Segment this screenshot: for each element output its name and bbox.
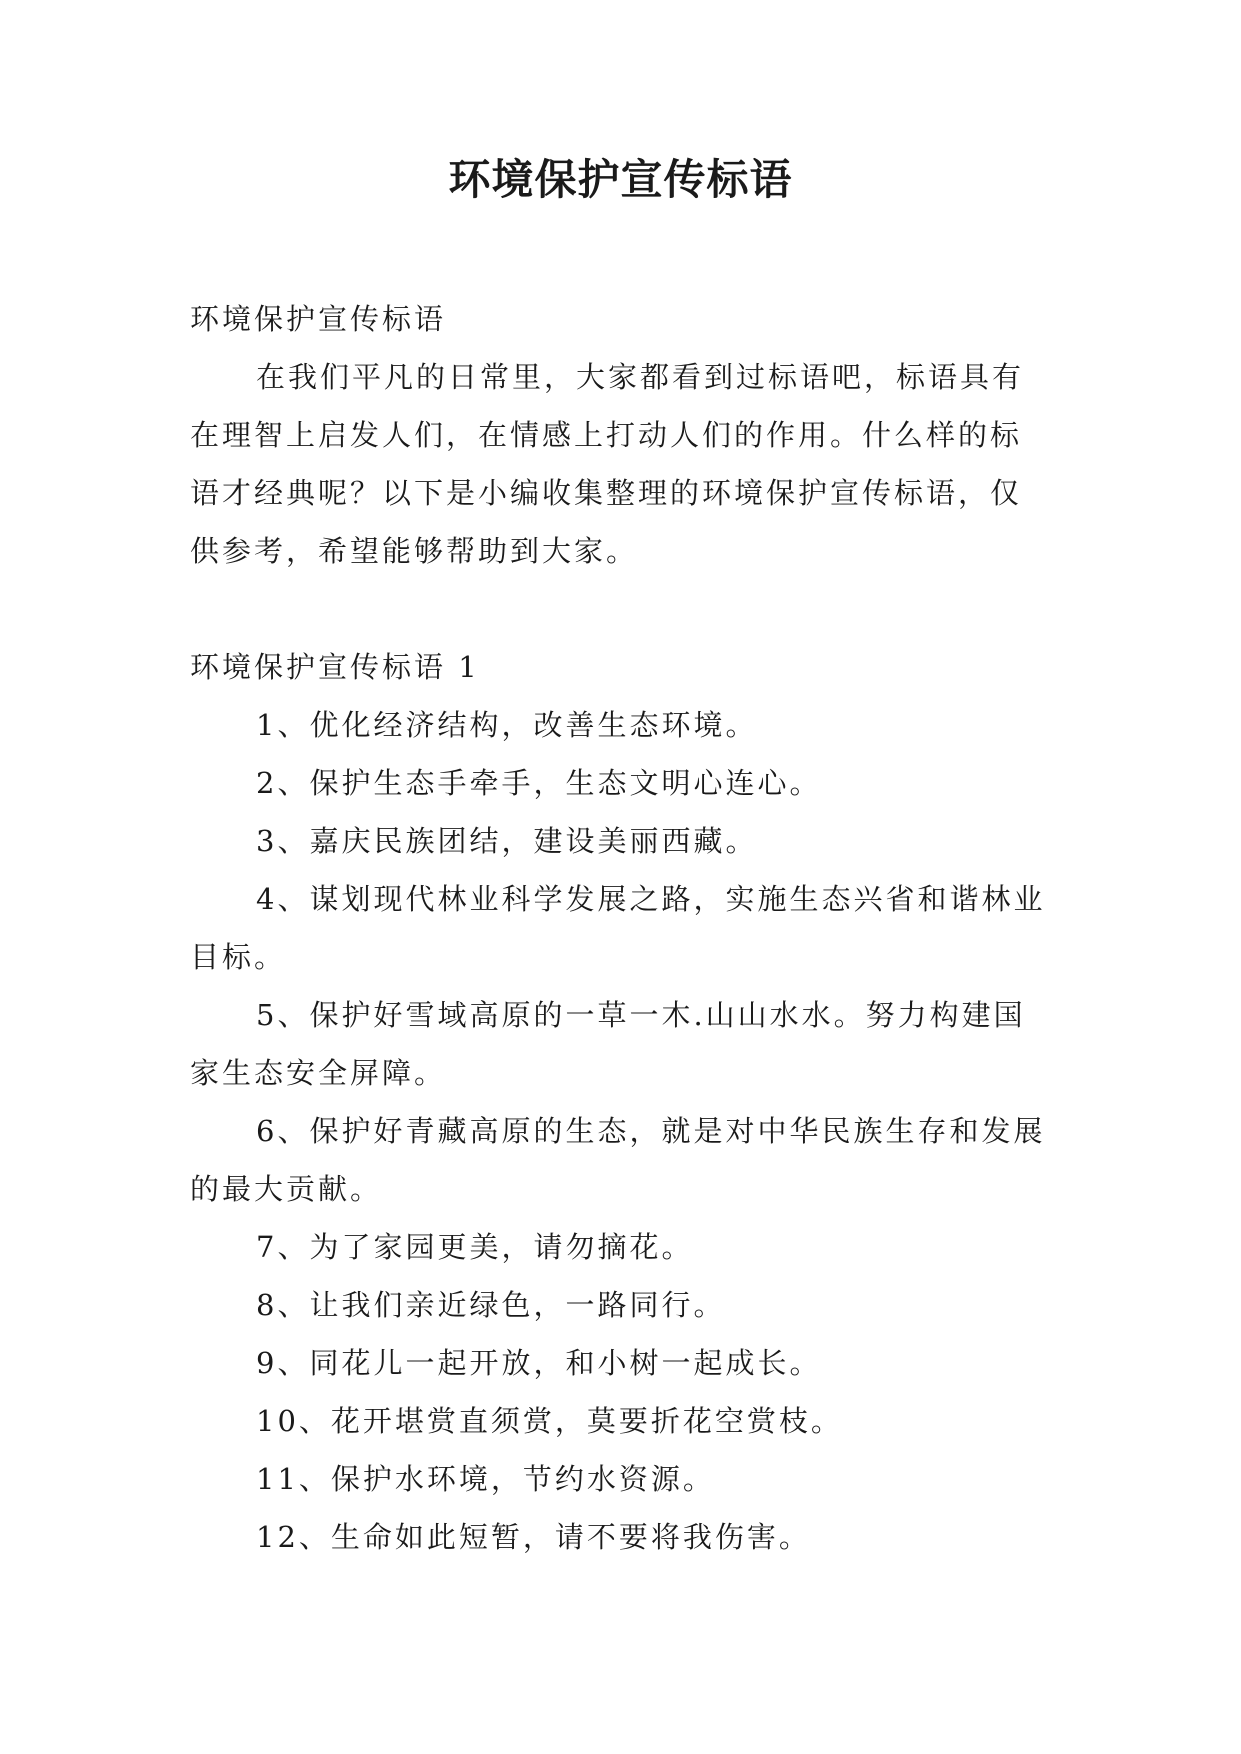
section-heading: 环境保护宣传标语 1	[190, 650, 480, 684]
slogan-item: 2、保护生态手牵手，生态文明心连心。	[256, 766, 822, 800]
intro-paragraph: 在我们平凡的日常里，大家都看到过标语吧，标语具有在理智上启发人们，在情感上打动人们的作用。什么样的标语才经典呢？以下是小编收集整理的环境保护宣传标语，仅供参考，希望能够帮助到大家。	[190, 360, 1025, 568]
document-title: 环境保护宣传标语	[448, 155, 793, 204]
paragraph-spacer	[190, 580, 1052, 638]
slogan-item: 6、保护好青藏高原的生态，就是对中华民族生存和发展的最大贡献。	[190, 1114, 1046, 1206]
slogan-item: 12、生命如此短暂，请不要将我伤害。	[256, 1520, 811, 1554]
slogan-item: 9、同花儿一起开放，和小树一起成长。	[256, 1346, 822, 1380]
slogan-item: 3、嘉庆民族团结，建设美丽西藏。	[256, 824, 758, 858]
slogan-item: 5、保护好雪域高原的一草一木.山山水水。努力构建国家生态安全屏障。	[190, 998, 1026, 1090]
slogan-item: 4、谋划现代林业科学发展之路，实施生态兴省和谐林业目标。	[190, 882, 1046, 974]
slogan-item: 8、让我们亲近绿色，一路同行。	[256, 1288, 726, 1322]
slogan-item: 11、保护水环境，节约水资源。	[256, 1462, 715, 1496]
document-body	[190, 290, 1052, 1566]
slogan-item: 1、优化经济结构，改善生态环境。	[256, 708, 758, 742]
slogan-item: 7、为了家园更美，请勿摘花。	[256, 1230, 694, 1264]
intro-heading: 环境保护宣传标语	[190, 302, 447, 336]
slogan-item: 10、花开堪赏直须赏，莫要折花空赏枝。	[256, 1404, 843, 1438]
